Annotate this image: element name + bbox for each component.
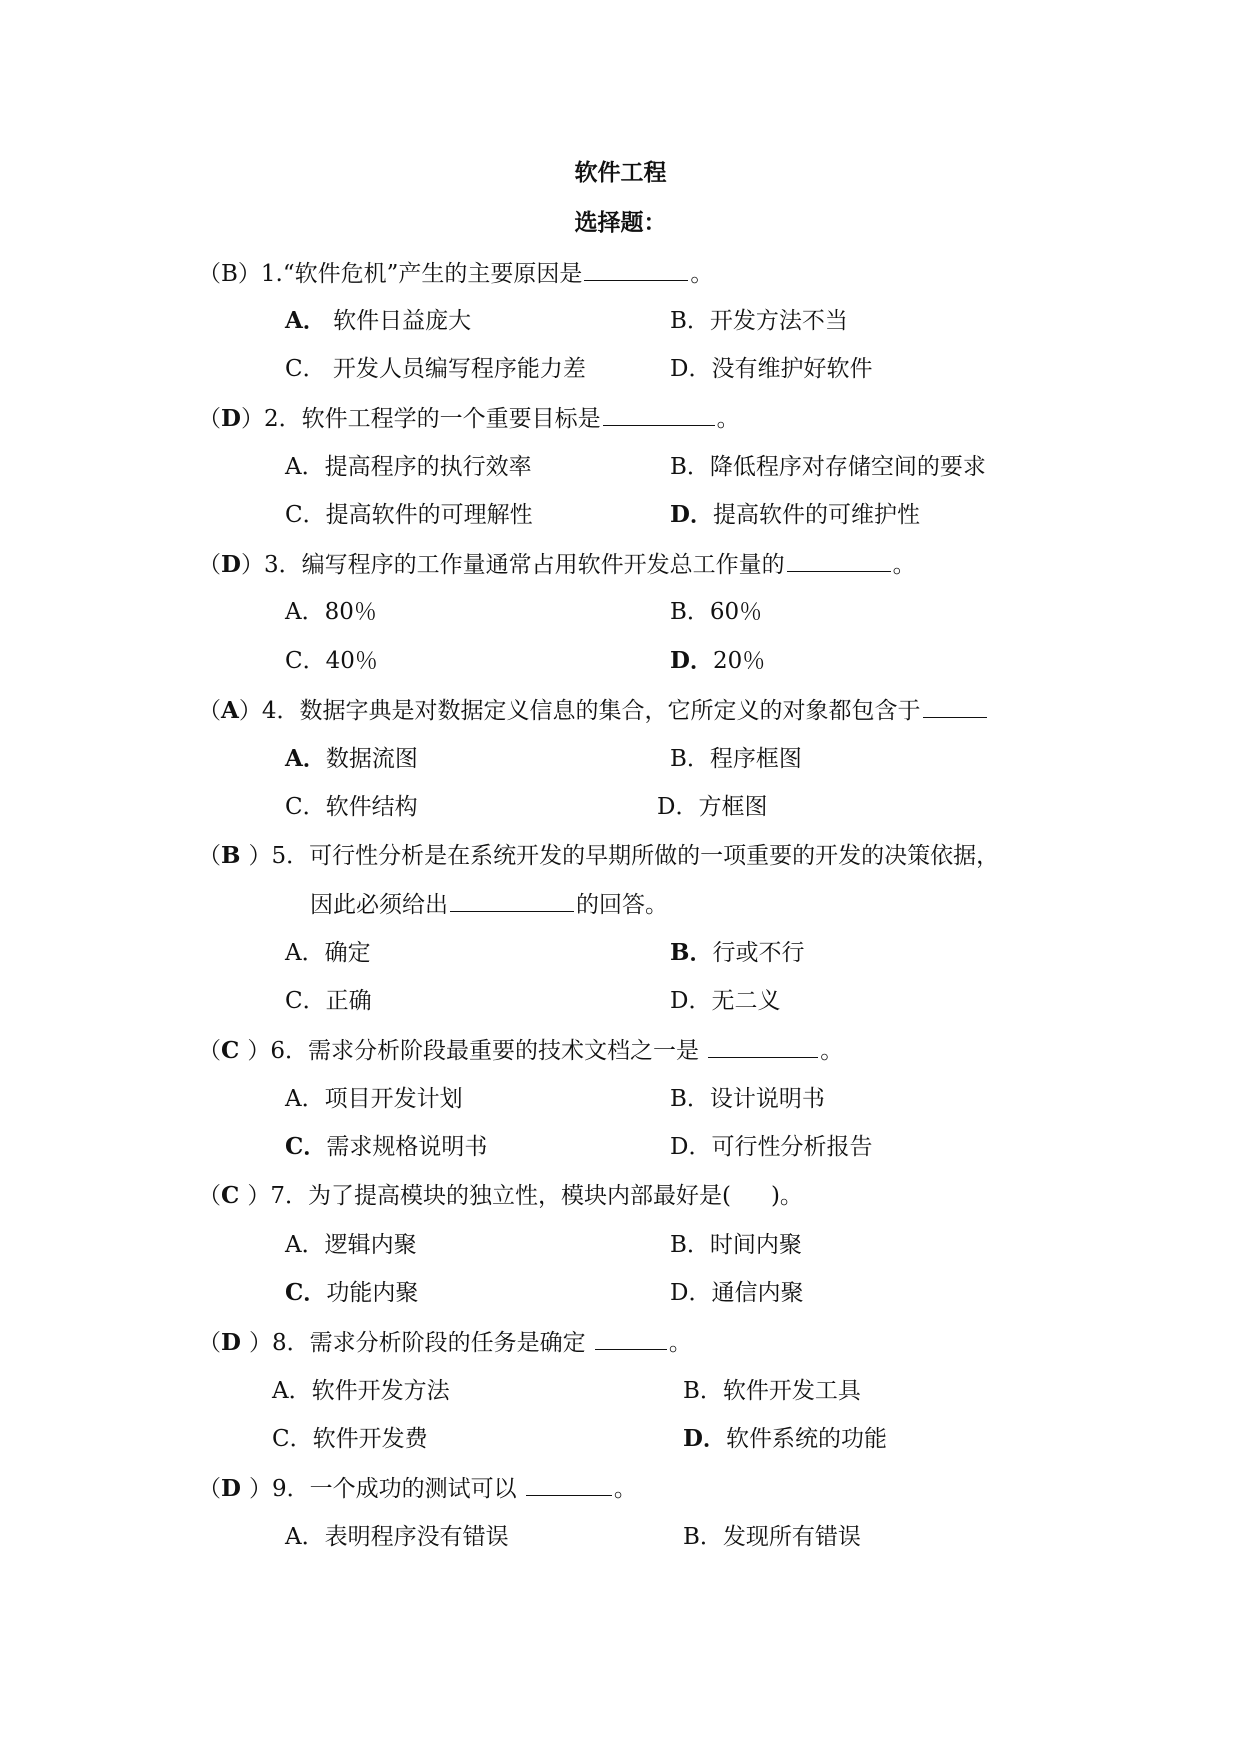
option-8b: B．软件开发工具 [683,1378,861,1404]
option-6c: C．需求规格说明书 [285,1133,488,1160]
question-5-continued: 因此必须给出 的回答。 [310,889,668,920]
answer-blank [584,258,688,281]
option-1a: A． 软件日益庞大 [285,307,472,334]
option-9a: A．表明程序没有错误 [285,1524,509,1550]
option-5d: D．无二义 [670,988,781,1014]
option-3a: A．80％ [285,599,377,625]
option-6b: B．设计说明书 [670,1086,825,1112]
option-5c: C．正确 [285,988,372,1014]
answer-4: A [221,697,239,724]
question-8: （D ）8．需求分析阶段的任务是确定 。 [198,1329,692,1356]
answer-2: D [221,405,241,432]
option-2c: C．提高软件的可理解性 [285,502,533,528]
option-1c: C． 开发人员编写程序能力差 [285,356,586,382]
option-4c: C．软件结构 [285,794,418,820]
option-1d: D．没有维护好软件 [670,356,873,382]
option-8a: A．软件开发方法 [272,1378,450,1404]
option-5b: B．行或不行 [670,939,805,966]
option-2a: A．提高程序的执行效率 [285,454,532,480]
option-3c: C．40％ [285,648,378,674]
answer-blank [708,1035,818,1058]
answer-blank [526,1473,612,1496]
option-4d: D．方框图 [657,794,768,820]
question-2: （D）2．软件工程学的一个重要目标是 。 [198,405,740,432]
option-4a: A．数据流图 [285,745,418,772]
answer-3: D [221,551,241,578]
option-3b: B．60％ [670,599,763,625]
question-text: “软件危机”产生的主要原因是 [282,261,583,287]
option-2b: B．降低程序对存储空间的要求 [670,454,986,480]
question-9: （D ）9．一个成功的测试可以 。 [198,1475,637,1502]
question-1: （B）1.“软件危机”产生的主要原因是 。 [198,258,713,289]
option-9b: B．发现所有错误 [683,1524,861,1550]
section-heading: 选择题： [574,210,667,236]
answer-9: D [221,1475,249,1502]
answer-blank [787,549,891,572]
document-title: 软件工程 [574,160,667,186]
question-number: 1. [260,261,283,287]
answer-blank [603,403,715,426]
question-7: （C ）7．为了提高模块的独立性，模块内部最好是( )。 [198,1182,803,1209]
answer-blank [450,889,574,912]
answer-1: B [221,261,238,287]
option-2d: D．提高软件的可维护性 [670,501,920,528]
answer-7: C [221,1182,248,1209]
option-6d: D．可行性分析报告 [670,1134,873,1160]
option-6a: A．项目开发计划 [285,1086,463,1112]
answer-6: C [221,1037,248,1064]
option-8c: C．软件开发费 [272,1426,428,1452]
option-7a: A．逻辑内聚 [285,1232,417,1258]
option-5a: A．确定 [285,940,371,966]
option-7d: D．通信内聚 [670,1280,804,1306]
option-7c: C．功能内聚 [285,1279,419,1306]
option-3d: D．20％ [670,647,766,674]
answer-blank [595,1327,667,1350]
answer-blank [923,695,987,718]
question-6: （C ）6．需求分析阶段最重要的技术文档之一是 。 [198,1037,844,1064]
question-3: （D）3．编写程序的工作量通常占用软件开发总工作量的 。 [198,551,916,578]
question-5: （B ）5．可行性分析是在系统开发的早期所做的一项重要的开发的决策依据， [198,842,1000,869]
answer-8: D [221,1329,249,1356]
option-8d: D．软件系统的功能 [683,1425,887,1452]
answer-5: B [221,842,249,869]
option-7b: B．时间内聚 [670,1232,802,1258]
option-4b: B．程序框图 [670,746,802,772]
question-4: （A）4．数据字典是对数据定义信息的集合，它所定义的对象都包含于 [198,695,989,726]
option-1b: B．开发方法不当 [670,308,848,334]
